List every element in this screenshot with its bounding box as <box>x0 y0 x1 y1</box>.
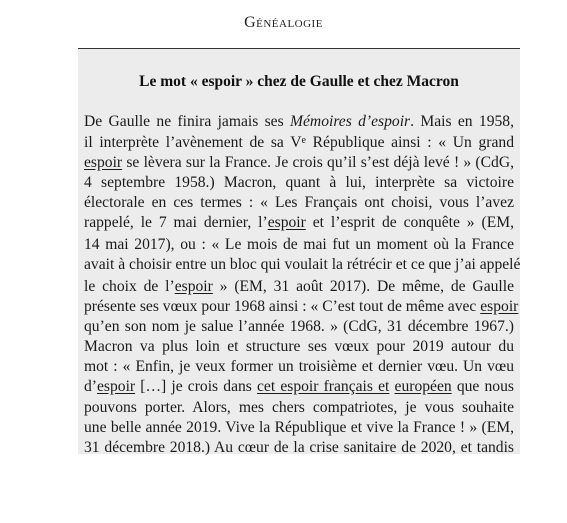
text-line <box>84 173 514 192</box>
text-line <box>84 235 514 254</box>
text-run: se lèvera sur la France. Je crois qu’il s’est déjà levé ! » (CdG, <box>122 154 514 171</box>
text-line <box>84 213 514 232</box>
text-line <box>84 418 514 437</box>
underlined-word: espoir <box>97 378 136 395</box>
underlined-word: espoir <box>84 154 123 171</box>
text-line <box>84 297 519 316</box>
text-run: De Gaulle ne finira jamais ses <box>84 113 291 130</box>
text-line <box>84 153 514 172</box>
text-line <box>84 357 514 376</box>
text-run: qu’en son nom je salue l’année 1968. » (CdG, 31 décembre 1967.) <box>84 318 514 335</box>
box-title: Le mot « espoir » chez de Gaulle et chez Macron <box>139 73 459 90</box>
text-run: que nous <box>451 378 514 395</box>
text-run: une belle année 2019. Vive la République et vive la France ! » (EM, <box>84 419 514 436</box>
text-run: Macron va plus loin et structure ses vœux pour 2019 autour du <box>84 338 514 355</box>
text-run: électorale en ces termes : « Les Français ont choisi, vous l’avez <box>84 194 514 211</box>
text-line <box>84 193 514 212</box>
text-run: 4 septembre 1958.) Macron, quant à lui, interprète sa victoire <box>84 174 514 191</box>
underlined-word: espoir <box>267 214 306 231</box>
text-run: il interprète l’avènement de sa V <box>84 134 302 151</box>
underlined-word: espoir <box>174 278 213 295</box>
text-run: […] je crois dans <box>135 378 258 395</box>
text-run: présente ses vœux pour 1968 ainsi : « C’est tout de même avec <box>84 298 481 315</box>
text-line <box>84 255 521 274</box>
underlined-word: cet espoir français et <box>257 378 390 395</box>
text-line <box>84 133 514 152</box>
text-line <box>84 398 514 417</box>
text-run: e <box>301 135 306 146</box>
text-run: et l’esprit de conquête » (EM, <box>305 214 514 231</box>
underlined-word: européen <box>394 378 452 395</box>
text-line <box>84 112 514 131</box>
running-head: Généalogie <box>244 14 323 31</box>
text-line <box>84 377 514 396</box>
text-line <box>84 337 514 356</box>
underlined-word: espoir <box>480 298 519 315</box>
text-run: d’ <box>84 378 97 395</box>
text-line <box>84 317 514 336</box>
text-line <box>84 277 514 296</box>
text-run: . Mais en 1958, <box>410 113 515 130</box>
text-line <box>84 438 514 457</box>
text-run: » (EM, 31 août 2017). De même, de Gaulle <box>212 278 514 295</box>
text-run: rappelé, le 7 mai dernier, l’ <box>84 214 268 231</box>
text-run: République ainsi : « Un grand <box>305 134 514 151</box>
text-run: avait à choisir entre un bloc qui voulait la rétrécir et ce que j’ai appelé <box>84 256 521 273</box>
italic-title: Mémoires d’espoir <box>290 113 411 130</box>
text-run: pouvons porter. Alors, mes chers compatriotes, je vous souhaite <box>84 399 514 416</box>
text-run: 14 mai 2017), ou : « Le mois de mai fut un moment où la France <box>84 236 514 253</box>
text-run: le choix de l’ <box>84 278 175 295</box>
text-run: 31 décembre 2018.) Au cœur de la crise sanitaire de 2020, et tandis <box>84 439 514 456</box>
text-run: mot : « Enfin, je veux former un troisième et dernier vœu. Un vœu <box>84 358 514 375</box>
